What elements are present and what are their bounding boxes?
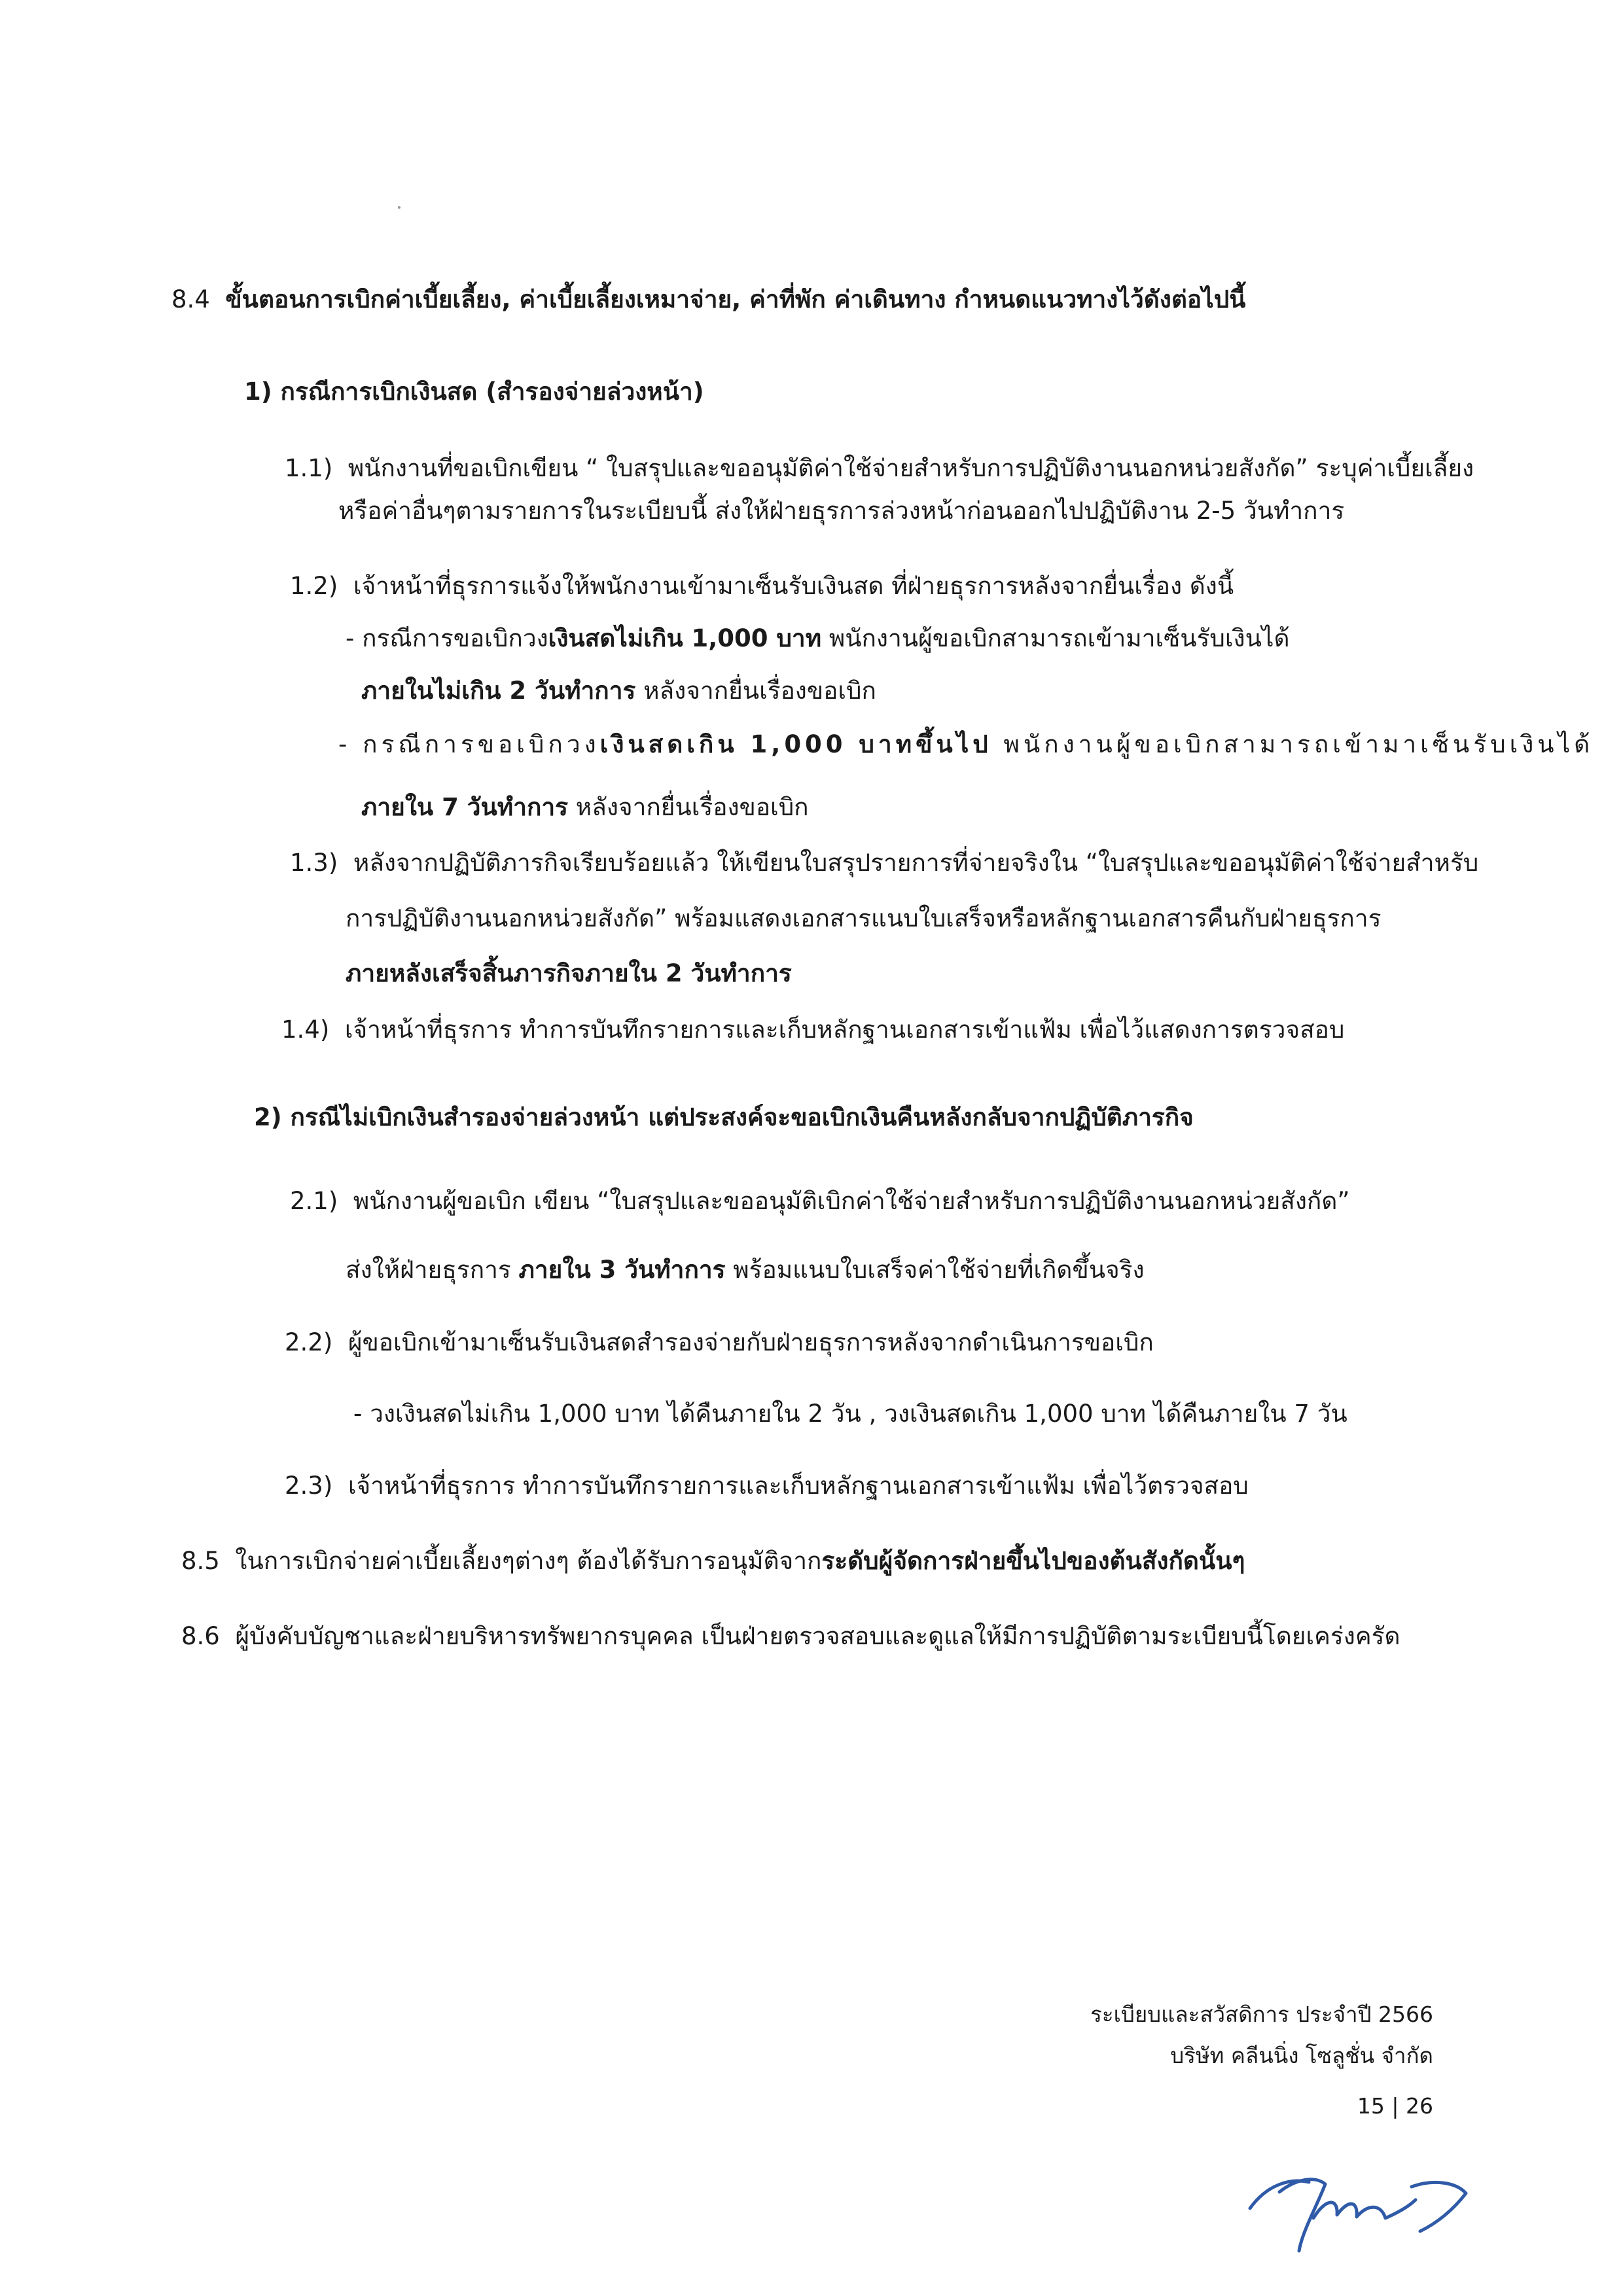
case-a-suffix: พนักงานผู้ขอเบิกสามารถเข้ามาเซ็นรับเงินได้ [821,624,1290,652]
section-8-4 [171,283,1245,317]
section-text: ขั้นตอนการเบิกค่าเบี้ยเลี้ยง, ค่าเบี้ยเลี้ยงเหมาจ่าย, ค่าที่พัก ค่าเดินทาง กำหนดแนวทางไว้ดังต่อไปนี้ [225,285,1246,313]
case-b-suffix: พนักงานผู้ขอเบิกสามารถเข้ามาเซ็นรับเงินได้ [991,730,1594,758]
item-1-3-line-2: การปฏิบัติงานนอกหน่วยสังกัด” พร้อมแสดงเอกสารแนบใบเสร็จหรือหลักฐานเอกสารคืนกับฝ่ายธุรการ [346,904,1382,932]
case-a-deadline-suffix: หลังจากยื่นเรื่องขอเบิก [635,677,876,705]
page-number: 15 | 26 [1357,2093,1433,2119]
item-2-1-emphasis: ภายใน 3 วันทำการ [518,1256,726,1284]
item-1-1-line-2: หรือค่าอื่นๆตามรายการในระเบียบนี้ ส่งให้ฝ่ายธุรการล่วงหน้าก่อนออกไปปฏิบัติงาน 2-5 วันทำการ [338,497,1345,525]
item-text: เจ้าหน้าที่ธุรการแจ้งให้พนักงานเข้ามาเซ็นรับเงินสด ที่ฝ่ายธุรการหลังจากยื่นเรื่อง ดังนี้ [353,572,1234,600]
item-number: 2.3) [285,1472,333,1500]
item-1-3-line-1 [290,846,1478,880]
item-1-2-case-a-deadline [361,674,876,708]
item-number: 2.1) [290,1187,338,1215]
footer-title: ระเบียบและสวัสดิการ ประจำปี 2566 [1090,2002,1433,2027]
item-number: 1.3) [290,849,338,877]
item-text: พนักงานผู้ขอเบิก เขียน “ใบสรุปและขออนุมัติเบิกค่าใช้จ่ายสำหรับการปฏิบัติงานนอกหน่วยสังกัด” [353,1187,1350,1215]
item-number: 1.1) [285,454,333,482]
item-1-4 [281,1013,1344,1047]
item-2-1-prefix: ส่งให้ฝ่ายธุรการ [346,1256,519,1284]
item-text: ผู้ขอเบิกเข้ามาเซ็นรับเงินสดสำรองจ่ายกับฝ่ายธุรการหลังจากดำเนินการขอเบิก [348,1328,1154,1356]
item-text: พนักงานที่ขอเบิกเขียน “ ใบสรุปและขออนุมัติค่าใช้จ่ายสำหรับการปฏิบัติงานนอกหน่วยสังกัด” ระบุค่าเบี้ยเลี้ยง [348,454,1474,482]
item-2-1-line-2 [346,1253,1145,1287]
case-b-emphasis: เงินสดเกิน 1,000 บาทขึ้นไป [599,730,992,758]
item-text: หลังจากปฏิบัติภารกิจเรียบร้อยแล้ว ให้เขียนใบสรุปรายการที่จ่ายจริงใน “ใบสรุปและขออนุมัติค่าใช้จ่ายสำหรับ [353,849,1479,877]
item-text: เจ้าหน้าที่ธุรการ ทำการบันทึกรายการและเก็บหลักฐานเอกสารเข้าแฟ้ม เพื่อไว้ตรวจสอบ [348,1472,1249,1500]
case-2-title: 2) กรณีไม่เบิกเงินสำรองจ่ายล่วงหน้า แต่ประสงค์จะขอเบิกเงินคืนหลังกลับจากปฏิบัติภารกิจ [254,1103,1194,1131]
item-2-2-line-2: - วงเงินสดไม่เกิน 1,000 บาท ได้คืนภายใน 2 วัน , วงเงินสดเกิน 1,000 บาท ได้คืนภายใน 7 วัน [353,1400,1347,1428]
item-1-3-line-3: ภายหลังเสร็จสิ้นภารกิจภายใน 2 วันทำการ [346,959,792,987]
section-number: 8.5 [181,1547,220,1575]
item-number: 1.2) [290,572,338,600]
case-a-prefix: - กรณีการขอเบิกวง [346,624,548,652]
section-text: ผู้บังคับบัญชาและฝ่ายบริหารทรัพยากรบุคคล เป็นฝ่ายตรวจสอบและดูแลให้มีการปฏิบัติตามระเบียบนี้โดยเคร่งครัด [235,1622,1400,1650]
item-1-1-line-1 [285,451,1474,486]
section-8-6 [181,1619,1400,1653]
case-a-deadline-emphasis: ภายในไม่เกิน 2 วันทำการ [361,677,636,705]
section-number: 8.6 [181,1622,220,1650]
section-number: 8.4 [171,285,210,313]
item-number: 2.2) [285,1328,333,1356]
section-text: ในการเบิกจ่ายค่าเบี้ยเลี้ยงๆต่างๆ ต้องได้รับการอนุมัติจาก [235,1547,822,1575]
item-2-2-line-1 [285,1326,1154,1360]
handwritten-signature-icon [1240,2153,1482,2264]
item-1-2-case-b-deadline [361,790,809,824]
item-2-3 [285,1469,1249,1503]
case-b-prefix: - กรณีการขอเบิกวง [338,730,600,758]
footer-company: บริษัท คลีนนิ่ง โซลูชั่น จำกัด [1170,2043,1433,2068]
item-1-2-case-a [346,622,1290,656]
item-number: 1.4) [281,1016,330,1044]
case-b-deadline-suffix: หลังจากยื่นเรื่องขอเบิก [568,793,809,821]
item-text: เจ้าหน้าที่ธุรการ ทำการบันทึกรายการและเก็บหลักฐานเอกสารเข้าแฟ้ม เพื่อไว้แสดงการตรวจสอบ [344,1016,1345,1044]
section-8-5 [181,1544,1245,1578]
section-emphasis: ระดับผู้จัดการฝ่ายขึ้นไปของต้นสังกัดนั้นๆ [821,1547,1245,1575]
item-1-2-case-b [338,728,1594,762]
case-b-deadline-emphasis: ภายใน 7 วันทำการ [361,793,568,821]
item-2-1-suffix: พร้อมแนบใบเสร็จค่าใช้จ่ายที่เกิดขึ้นจริง [725,1256,1145,1284]
case-1-title: 1) กรณีการเบิกเงินสด (สำรองจ่ายล่วงหน้า) [244,378,704,406]
case-a-emphasis: เงินสดไม่เกิน 1,000 บาท [548,624,822,652]
item-1-2-line-1 [290,569,1234,603]
item-2-1-line-1 [290,1184,1350,1218]
scan-speck [398,206,401,209]
